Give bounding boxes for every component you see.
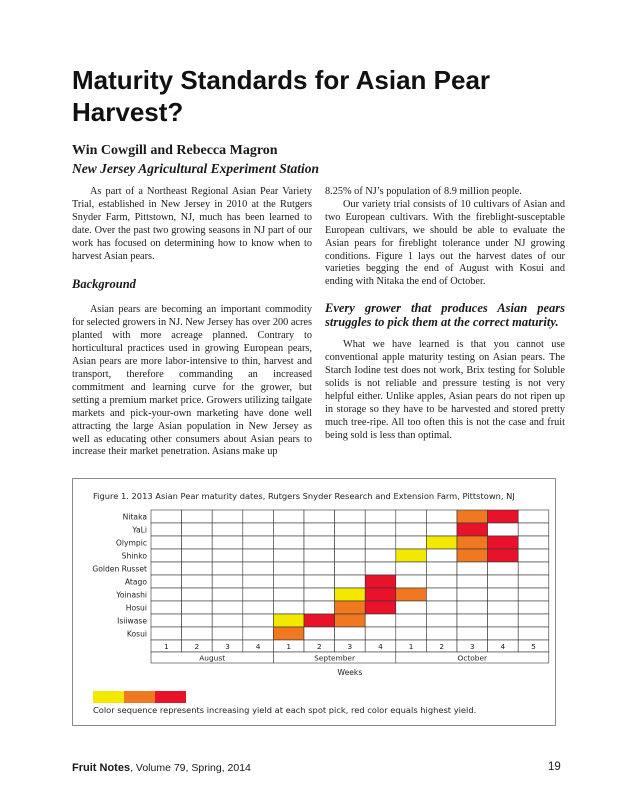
heat-cell — [151, 627, 182, 640]
heat-cell — [426, 614, 457, 627]
heat-cell — [365, 536, 396, 549]
heat-cell — [151, 575, 182, 588]
page-number: 19 — [548, 761, 561, 773]
heat-cell — [304, 536, 335, 549]
journal-name: Fruit Notes — [72, 762, 131, 774]
row-label: Shinko — [121, 551, 147, 561]
heat-cell — [457, 562, 488, 575]
heat-cell — [488, 588, 519, 601]
heat-cell — [243, 562, 274, 575]
heat-cell — [365, 562, 396, 575]
week-tick-label: 4 — [378, 642, 383, 651]
heat-cell — [396, 523, 427, 536]
heat-cell-filled — [426, 536, 457, 549]
population-paragraph: 8.25% of NJ’s population of 8.9 million people. — [325, 186, 522, 197]
heat-cell-filled — [457, 536, 488, 549]
heat-cell — [304, 588, 335, 601]
heat-cell-filled — [488, 536, 519, 549]
heat-cell — [426, 575, 457, 588]
heat-cell-filled — [335, 588, 366, 601]
background-heading: Background — [72, 277, 136, 292]
variety-trial-paragraph: Our variety trial consists of 10 cultivars of Asian and two European cultivars. With the fireblight-susceptable European cultivars, we should be able to evaluate the Asian pears for fireblight tolerance under NJ growing conditions. Figure 1 lays out the harvest dates of our varieties begging the end of August with Kosui and ending with Nitaka the end of October. — [325, 198, 565, 288]
heat-cell — [335, 562, 366, 575]
week-tick-label: 1 — [286, 642, 292, 651]
heat-cell-filled — [304, 614, 335, 627]
heat-cell — [518, 614, 549, 627]
heat-cell — [212, 562, 243, 575]
heat-cell — [304, 627, 335, 640]
heat-cell — [212, 536, 243, 549]
heat-cell — [335, 523, 366, 536]
right-column — [325, 186, 565, 443]
heat-cell — [182, 549, 213, 562]
heat-cell — [273, 562, 304, 575]
authors: Win Cowgill and Rebecca Magron — [72, 143, 278, 158]
heat-cell — [365, 627, 396, 640]
heat-cell — [273, 588, 304, 601]
heat-cell — [304, 601, 335, 614]
week-tick-label: 4 — [500, 642, 506, 651]
heat-cell — [243, 601, 274, 614]
heat-cell — [304, 575, 335, 588]
heat-cell — [212, 588, 243, 601]
heat-cell — [151, 536, 182, 549]
heat-cell — [335, 575, 366, 588]
heat-cell — [365, 549, 396, 562]
week-tick-label: 2 — [194, 642, 200, 651]
legend-swatch — [93, 691, 124, 703]
background-paragraph: Asian pears are becoming an important commodity for selected growers in NJ. New Jersey has over 200 acres planted with more acreage planned. Contrary to horticultural practices used in growing European pears, Asian pears are more labor-intensive to thin, harvest and transport, therefore commanding an increased commitment and learning curve for the grower, but setting a premium market price. Growers utilizing tailgate markets and pick-your-own marketing have done well attracting the large Asian population in New Jersey as well as educating other consumers about Asian pears to increase their market penetration. Asians make up — [72, 304, 312, 458]
heat-cell-filled — [396, 549, 427, 562]
heat-cell — [518, 588, 549, 601]
heat-cell-filled — [335, 614, 366, 627]
heat-cell — [212, 510, 243, 523]
month-label: September — [314, 653, 356, 663]
heat-cell — [426, 562, 457, 575]
heat-cell — [426, 523, 457, 536]
heat-cell — [396, 562, 427, 575]
heat-cell-filled — [365, 588, 396, 601]
heat-cell — [304, 562, 335, 575]
heat-cell — [243, 510, 274, 523]
heat-cell-filled — [396, 588, 427, 601]
figure-1 — [72, 478, 556, 726]
heat-cell-filled — [365, 601, 396, 614]
week-tick-label: 3 — [225, 642, 230, 651]
heat-cell — [304, 510, 335, 523]
row-label: Olympic — [115, 538, 147, 548]
heat-cell — [396, 536, 427, 549]
heat-cell — [396, 614, 427, 627]
heat-cell — [212, 549, 243, 562]
heat-cell — [488, 601, 519, 614]
week-tick-label: 1 — [408, 642, 414, 651]
heat-cell — [426, 627, 457, 640]
week-tick-label: 1 — [163, 642, 169, 651]
heat-cell — [518, 549, 549, 562]
heat-cell — [488, 575, 519, 588]
heat-cell-filled — [488, 549, 519, 562]
month-label: August — [199, 653, 226, 663]
legend-swatch — [155, 691, 186, 703]
week-tick-label: 3 — [347, 642, 353, 651]
heat-cell — [518, 575, 549, 588]
heat-cell — [243, 588, 274, 601]
heat-cell — [151, 601, 182, 614]
maturity-chart — [73, 479, 555, 725]
month-label: October — [457, 653, 488, 663]
heat-cell — [273, 575, 304, 588]
heat-cell — [518, 562, 549, 575]
heat-cell — [488, 523, 519, 536]
heat-cell — [457, 614, 488, 627]
heat-cell — [335, 536, 366, 549]
heat-cell — [457, 627, 488, 640]
heat-cell — [488, 627, 519, 640]
heat-cell — [457, 575, 488, 588]
row-label: Yoinashi — [116, 590, 147, 600]
heat-cell-filled — [488, 510, 519, 523]
week-tick-label: 2 — [316, 642, 322, 651]
heat-cell — [396, 575, 427, 588]
heat-cell — [151, 510, 182, 523]
legend-caption: Color sequence represents increasing yield at each spot pick, red color equals highest yield. — [93, 705, 477, 715]
heat-cell — [151, 523, 182, 536]
heat-cell — [151, 549, 182, 562]
article-title: Maturity Standards for Asian Pear Harvest? — [72, 65, 491, 127]
heat-cell — [182, 588, 213, 601]
pull-quote: Every grower that produces Asian pears struggles to pick them at the correct maturity. — [325, 301, 565, 330]
heat-cell — [518, 523, 549, 536]
heat-cell — [212, 614, 243, 627]
affiliation: New Jersey Agricultural Experiment Station — [72, 161, 320, 176]
heat-cell — [151, 562, 182, 575]
left-column — [72, 186, 312, 459]
heat-cell — [335, 627, 366, 640]
row-label: Atago — [124, 577, 147, 587]
week-tick-label: 2 — [439, 642, 445, 651]
heat-cell — [335, 549, 366, 562]
issue-info: , Volume 79, Spring, 2014 — [130, 762, 251, 774]
heat-cell — [365, 523, 396, 536]
heat-cell — [182, 510, 213, 523]
intro-paragraph: As part of a Northeast Regional Asian Pear Variety Trial, established in New Jersey in 2010 at the Rutgers Snyder Farm, Pittstown, NJ, much has been learned to date. Over the past two growing seasons in NJ part of our work has focused on determining how to know when to harvest Asian pears. — [72, 186, 312, 262]
footer — [72, 762, 251, 774]
heat-cell — [182, 536, 213, 549]
heat-cell — [212, 601, 243, 614]
maturity-testing-paragraph: What we have learned is that you cannot use conventional apple maturity testing on Asian pears. The Starch Iodine test does not work, Brix testing for Soluble solids is not reliable and pressure testing is not very helpful either. Unlike apples, Asian pears do not ripen up in storage so they have to be harvested and stored pretty much tree-ripe. All too often this is not the case and fruit being sold is less than optimal. — [325, 339, 565, 441]
x-axis-label: Weeks — [337, 668, 363, 677]
heat-cell — [243, 549, 274, 562]
heat-cell — [151, 614, 182, 627]
heat-cell — [212, 627, 243, 640]
heat-cell — [518, 536, 549, 549]
heat-cell-filled — [457, 549, 488, 562]
heat-cell — [396, 510, 427, 523]
figure-caption: Figure 1. 2013 Asian Pear maturity dates, Rutgers Snyder Research and Extension Farm, Pittstown, NJ — [93, 491, 515, 501]
heat-cell — [488, 614, 519, 627]
heat-cell — [518, 627, 549, 640]
heat-cell — [243, 536, 274, 549]
heat-cell — [273, 536, 304, 549]
heat-cell — [457, 601, 488, 614]
heat-cell — [212, 575, 243, 588]
row-label: Nitaka — [122, 512, 147, 522]
heat-cell — [426, 601, 457, 614]
heat-cell — [426, 549, 457, 562]
heat-cell — [273, 601, 304, 614]
week-tick-label: 4 — [255, 642, 261, 651]
heat-cell — [182, 601, 213, 614]
row-label: Golden Russet — [92, 564, 147, 574]
heat-cell — [182, 627, 213, 640]
heat-cell — [304, 549, 335, 562]
heat-cell — [182, 562, 213, 575]
heat-cell-filled — [273, 614, 304, 627]
row-label: Hosui — [125, 603, 147, 613]
week-tick-label: 5 — [531, 642, 536, 651]
heat-cell — [243, 575, 274, 588]
heat-cell — [365, 614, 396, 627]
heat-cell-filled — [335, 601, 366, 614]
heat-cell — [488, 562, 519, 575]
heat-cell — [151, 588, 182, 601]
row-label: Isiiwase — [117, 616, 147, 626]
heat-cell — [243, 523, 274, 536]
heat-cell — [426, 588, 457, 601]
heat-cell — [457, 588, 488, 601]
heat-cell — [182, 575, 213, 588]
heat-cell — [273, 523, 304, 536]
heat-cell — [273, 510, 304, 523]
heat-cell — [304, 523, 335, 536]
heat-cell — [518, 601, 549, 614]
heat-cell — [182, 523, 213, 536]
row-label: Kosui — [126, 629, 147, 639]
heat-cell — [518, 510, 549, 523]
heat-cell-filled — [457, 510, 488, 523]
heat-cell — [212, 523, 243, 536]
heat-cell — [243, 614, 274, 627]
heat-cell — [426, 510, 457, 523]
row-label: YaLi — [132, 525, 147, 535]
heat-cell — [396, 601, 427, 614]
heat-cell — [182, 614, 213, 627]
heat-cell-filled — [457, 523, 488, 536]
heat-cell — [365, 510, 396, 523]
heat-cell — [335, 510, 366, 523]
heat-cell — [396, 627, 427, 640]
heat-cell — [273, 549, 304, 562]
legend-swatch — [124, 691, 155, 703]
heat-cell-filled — [273, 627, 304, 640]
week-tick-label: 3 — [469, 642, 475, 651]
heat-cell — [243, 627, 274, 640]
heat-cell-filled — [365, 575, 396, 588]
